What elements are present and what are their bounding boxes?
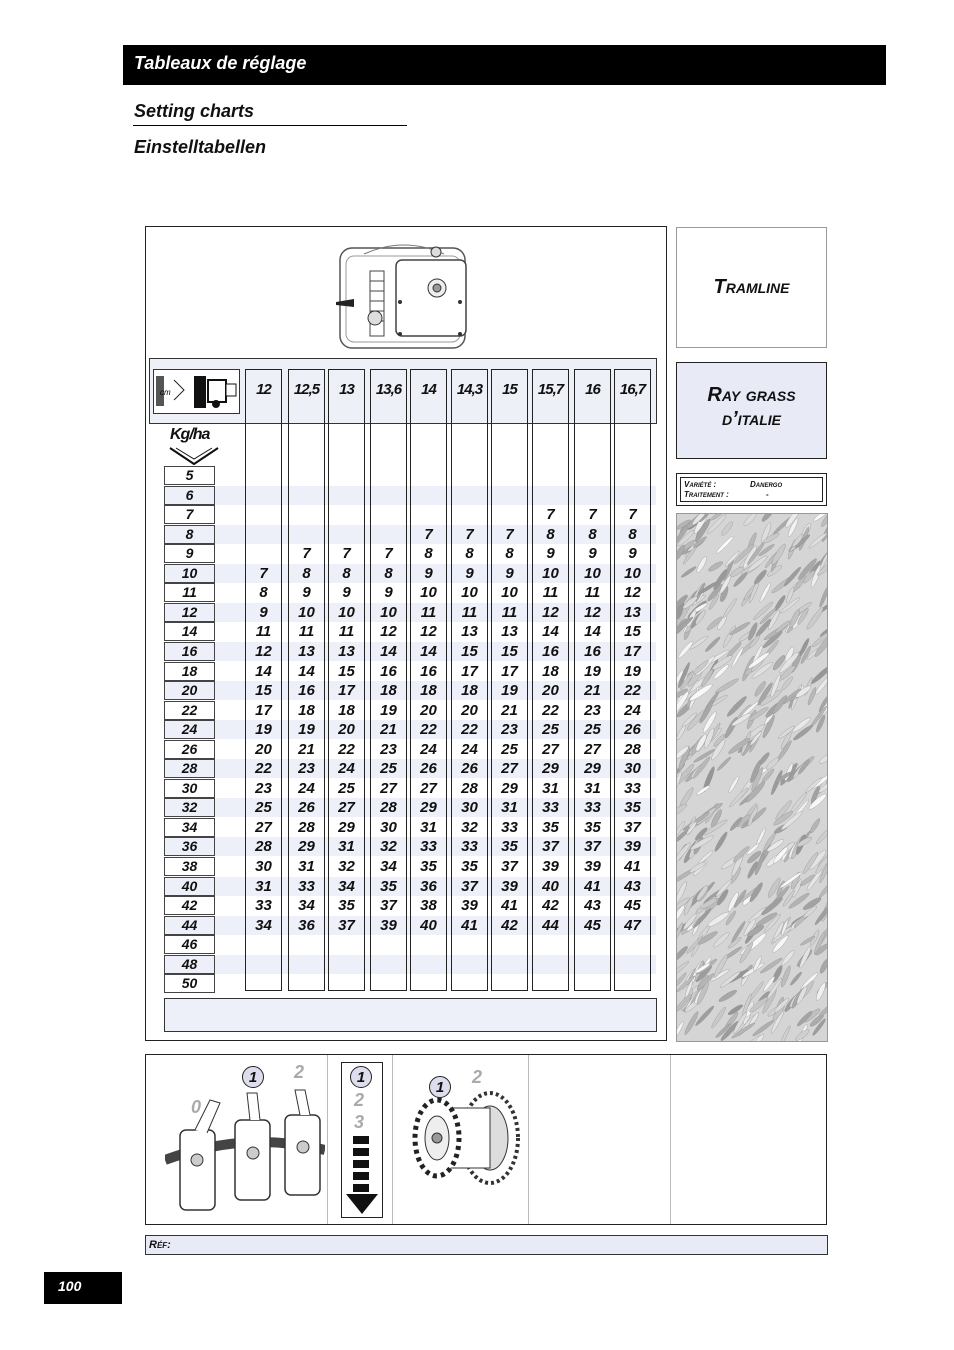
table-cell: 9 — [302, 584, 311, 602]
table-cell: 28 — [298, 818, 315, 836]
variety-label: Variété : — [684, 480, 717, 489]
column-header: 12 — [256, 381, 271, 398]
table-cell: 21 — [298, 740, 315, 758]
table-cell: 32 — [461, 818, 478, 836]
table-cell: 29 — [298, 838, 315, 856]
table-cell: 23 — [584, 701, 601, 719]
kgha-row-label: 11 — [164, 583, 215, 602]
table-cell: 35 — [338, 897, 355, 915]
table-cell: 17 — [255, 701, 272, 719]
table-cell: 25 — [542, 721, 559, 739]
table-cell: 29 — [338, 818, 355, 836]
kgha-row-label: 8 — [164, 525, 215, 544]
table-cell: 22 — [338, 740, 355, 758]
table-cell: 33 — [255, 897, 272, 915]
table-cell: 9 — [342, 584, 351, 602]
table-cell: 31 — [338, 838, 355, 856]
table-cell: 41 — [501, 897, 518, 915]
table-cell: 25 — [584, 721, 601, 739]
table-cell: 29 — [584, 760, 601, 778]
table-cell: 17 — [338, 682, 355, 700]
table-cell: 16 — [380, 662, 397, 680]
table-cell: 34 — [255, 916, 272, 934]
tramline-box — [676, 227, 827, 348]
kgha-row-label: 10 — [164, 564, 215, 583]
table-cell: 42 — [501, 916, 518, 934]
table-cell: 28 — [624, 740, 641, 758]
table-cell: 8 — [588, 525, 597, 543]
table-cell: 8 — [384, 564, 393, 582]
table-cell: 8 — [302, 564, 311, 582]
table-cell: 39 — [461, 897, 478, 915]
table-cell: 24 — [420, 740, 437, 758]
table-cell: 7 — [465, 525, 474, 543]
table-cell: 31 — [420, 818, 437, 836]
table-cell: 25 — [380, 760, 397, 778]
rate-label-1: 1 — [350, 1066, 372, 1088]
table-cell: 18 — [461, 682, 478, 700]
gear-wheel-illustration — [405, 1088, 523, 1193]
subtitle-underline — [133, 125, 407, 126]
table-cell: 10 — [461, 584, 478, 602]
table-cell: 15 — [501, 642, 518, 660]
table-cell: 36 — [298, 916, 315, 934]
table-cell: 18 — [542, 662, 559, 680]
table-cell: 40 — [542, 877, 559, 895]
table-cell: 23 — [380, 740, 397, 758]
table-cell: 14 — [298, 662, 315, 680]
table-cell: 26 — [624, 721, 641, 739]
table-cell: 10 — [542, 564, 559, 582]
table-cell: 31 — [501, 799, 518, 817]
table-cell: 8 — [546, 525, 555, 543]
treatment-label: Traitement : — [684, 490, 729, 499]
table-cell: 45 — [584, 916, 601, 934]
table-cell: 45 — [624, 897, 641, 915]
table-cell: 35 — [380, 877, 397, 895]
table-cell: 23 — [298, 760, 315, 778]
table-cell: 26 — [420, 760, 437, 778]
table-cell: 22 — [624, 682, 641, 700]
table-cell: 43 — [584, 897, 601, 915]
adjust-label-1: 1 — [242, 1066, 264, 1088]
panel-divider — [528, 1055, 529, 1224]
metering-unit-illustration — [334, 236, 474, 354]
table-cell: 24 — [338, 760, 355, 778]
table-cell: 33 — [624, 779, 641, 797]
table-cell: 16 — [420, 662, 437, 680]
table-cell: 9 — [424, 564, 433, 582]
table-cell: 30 — [380, 818, 397, 836]
table-cell: 33 — [584, 799, 601, 817]
coulter-adjust-illustration — [165, 1085, 325, 1223]
kgha-row-label: 6 — [164, 486, 215, 505]
table-cell: 17 — [624, 642, 641, 660]
table-cell: 26 — [461, 760, 478, 778]
table-cell: 9 — [588, 545, 597, 563]
table-cell: 29 — [501, 779, 518, 797]
page-number: 100 — [58, 1278, 82, 1294]
table-cell: 39 — [542, 858, 559, 875]
table-cell: 30 — [461, 799, 478, 817]
table-cell: 10 — [501, 584, 518, 602]
table-cell: 37 — [584, 838, 601, 856]
column-header: 13,6 — [375, 381, 402, 398]
table-cell: 18 — [338, 701, 355, 719]
table-cell: 10 — [584, 564, 601, 582]
table-cell: 18 — [380, 682, 397, 700]
table-cell: 24 — [298, 779, 315, 797]
kgha-row-label: 40 — [164, 877, 215, 896]
column-header: 12,5 — [293, 381, 320, 398]
kgha-row-label: 42 — [164, 896, 215, 915]
table-cell: 27 — [501, 760, 518, 778]
table-cell: 20 — [338, 721, 355, 739]
kgha-row-label: 46 — [164, 935, 215, 954]
table-cell: 7 — [588, 506, 597, 524]
table-cell: 41 — [624, 858, 641, 875]
table-cell: 27 — [420, 779, 437, 797]
table-cell: 10 — [420, 584, 437, 602]
table-cell: 14 — [380, 642, 397, 660]
table-cell: 11 — [298, 623, 315, 641]
table-cell: 19 — [255, 721, 272, 739]
table-cell: 7 — [342, 545, 351, 563]
kgha-row-label: 20 — [164, 681, 215, 700]
table-cell: 27 — [584, 740, 601, 758]
column-header: 16 — [585, 381, 600, 398]
table-cell: 17 — [461, 662, 478, 680]
table-cell: 16 — [298, 682, 315, 700]
table-cell: 33 — [461, 838, 478, 856]
kgha-row-label: 48 — [164, 955, 215, 974]
table-cell: 10 — [380, 603, 397, 621]
page-number-box — [44, 1272, 122, 1304]
kgha-row-label: 12 — [164, 603, 215, 622]
subtitle-english: Setting charts — [134, 101, 255, 121]
table-cell: 9 — [259, 603, 268, 621]
table-cell: 35 — [501, 838, 518, 856]
table-cell: 35 — [420, 858, 437, 875]
table-cell: 11 — [420, 603, 437, 621]
table-cell: 23 — [255, 779, 272, 797]
table-cell: 31 — [584, 779, 601, 797]
table-cell: 19 — [380, 701, 397, 719]
kgha-row-label: 28 — [164, 759, 215, 778]
table-cell: 15 — [338, 662, 355, 680]
table-cell: 11 — [542, 584, 559, 602]
kgha-row-label: 32 — [164, 798, 215, 817]
table-cell: 9 — [465, 564, 474, 582]
adjust-label-2: 2 — [294, 1062, 305, 1082]
table-cell: 35 — [461, 858, 478, 875]
table-cell: 8 — [465, 545, 474, 563]
kgha-row-label: 36 — [164, 837, 215, 856]
kgha-row-label: 7 — [164, 505, 215, 524]
table-cell: 40 — [420, 916, 437, 934]
table-cell: 17 — [501, 662, 518, 680]
rate-label-3: 3 — [354, 1112, 365, 1132]
table-cell: 11 — [255, 623, 272, 641]
down-arrow-icon — [345, 1136, 379, 1216]
table-cell: 9 — [546, 545, 555, 563]
table-cell: 33 — [542, 799, 559, 817]
kgha-row-label: 14 — [164, 622, 215, 641]
table-cell: 13 — [501, 623, 518, 641]
kgha-row-label: 5 — [164, 466, 215, 485]
table-cell: 13 — [298, 642, 315, 660]
table-cell: 9 — [505, 564, 514, 582]
table-cell: 10 — [298, 603, 315, 621]
table-cell: 13 — [624, 603, 641, 621]
table-cell: 29 — [542, 760, 559, 778]
table-cell: 36 — [420, 877, 437, 895]
table-cell: 21 — [584, 682, 601, 700]
kgha-row-label: 26 — [164, 740, 215, 759]
table-cell: 41 — [461, 916, 478, 934]
table-cell: 22 — [255, 760, 272, 778]
table-cell: 7 — [302, 545, 311, 563]
table-cell: 37 — [461, 877, 478, 895]
table-cell: 7 — [546, 506, 555, 524]
table-cell: 8 — [342, 564, 351, 582]
table-cell: 21 — [501, 701, 518, 719]
kgha-row-label: 16 — [164, 642, 215, 661]
table-cell: 32 — [380, 838, 397, 856]
table-cell: 11 — [461, 603, 478, 621]
crop-name-box — [676, 362, 827, 459]
table-cell: 44 — [542, 916, 559, 934]
table-cell: 19 — [584, 662, 601, 680]
table-cell: 27 — [255, 818, 272, 836]
adjust-label-0: 0 — [191, 1097, 202, 1117]
table-cell: 33 — [501, 818, 518, 836]
table-cell: 19 — [624, 662, 641, 680]
table-cell: 23 — [501, 721, 518, 739]
column-header: 14 — [421, 381, 436, 398]
table-cell: 34 — [338, 877, 355, 895]
panel-divider — [670, 1055, 671, 1224]
table-cell: 37 — [542, 838, 559, 856]
down-arrow-icon — [168, 444, 220, 466]
table-cell: 14 — [420, 642, 437, 660]
kgha-row-label: 24 — [164, 720, 215, 739]
svg-text:cm: cm — [160, 388, 171, 397]
table-cell: 22 — [542, 701, 559, 719]
table-cell: 41 — [584, 877, 601, 895]
table-cell: 7 — [505, 525, 514, 543]
table-cell: 20 — [542, 682, 559, 700]
table-cell: 8 — [628, 525, 637, 543]
table-cell: 15 — [255, 682, 272, 700]
column-header: 15 — [502, 381, 517, 398]
table-cell: 12 — [380, 623, 397, 641]
table-cell: 9 — [384, 584, 393, 602]
header-bar — [123, 45, 886, 85]
table-cell: 22 — [461, 721, 478, 739]
table-cell: 24 — [624, 701, 641, 719]
table-cell: 15 — [624, 623, 641, 641]
column-header: 16,7 — [619, 381, 646, 398]
table-cell: 30 — [255, 858, 272, 875]
column-header: 14,3 — [456, 381, 483, 398]
table-cell: 8 — [259, 584, 268, 602]
kgha-row-label: 38 — [164, 857, 215, 876]
table-cell: 18 — [298, 701, 315, 719]
table-cell: 20 — [255, 740, 272, 758]
table-cell: 30 — [624, 760, 641, 778]
table-cell: 34 — [298, 897, 315, 915]
table-cell: 33 — [420, 838, 437, 856]
table-cell: 27 — [380, 779, 397, 797]
table-cell: 19 — [501, 682, 518, 700]
subtitle-german: Einstelltabellen — [134, 137, 267, 157]
table-cell: 29 — [420, 799, 437, 817]
table-cell: 28 — [255, 838, 272, 856]
table-cell: 11 — [338, 623, 355, 641]
panel-divider — [392, 1055, 393, 1224]
table-cell: 7 — [424, 525, 433, 543]
table-cell: 38 — [420, 897, 437, 915]
variety-value: Danergo — [750, 480, 783, 489]
panel-divider — [327, 1055, 328, 1224]
table-cell: 35 — [624, 799, 641, 817]
table-cell: 8 — [424, 545, 433, 563]
table-cell: 12 — [542, 603, 559, 621]
table-cell: 37 — [380, 897, 397, 915]
table-cell: 20 — [461, 701, 478, 719]
table-cell: 22 — [420, 721, 437, 739]
kgha-row-label: 9 — [164, 544, 215, 563]
table-cell: 37 — [338, 916, 355, 934]
variety-box — [676, 473, 827, 506]
table-cell: 31 — [255, 877, 272, 895]
table-cell: 14 — [584, 623, 601, 641]
table-cell: 37 — [624, 818, 641, 836]
table-footer-strip — [164, 998, 657, 1032]
table-cell: 35 — [542, 818, 559, 836]
table-cell: 27 — [338, 799, 355, 817]
table-cell: 39 — [380, 916, 397, 934]
table-cell: 13 — [338, 642, 355, 660]
table-cell: 25 — [255, 799, 272, 817]
gear-label-2: 2 — [472, 1067, 483, 1087]
table-cell: 18 — [420, 682, 437, 700]
table-cell: 43 — [624, 877, 641, 895]
table-cell: 39 — [501, 877, 518, 895]
seed-photo — [676, 513, 828, 1042]
table-cell: 47 — [624, 916, 641, 934]
table-cell: 37 — [501, 858, 518, 875]
table-cell: 8 — [505, 545, 514, 563]
reference-bar — [145, 1235, 828, 1255]
rate-label-2: 2 — [354, 1090, 365, 1110]
table-cell: 12 — [584, 603, 601, 621]
table-cell: 28 — [380, 799, 397, 817]
table-cell: 25 — [338, 779, 355, 797]
table-cell: 11 — [501, 603, 518, 621]
tractor-width-icon — [153, 369, 240, 414]
kgha-row-label: 22 — [164, 701, 215, 720]
gear-label-1: 1 — [429, 1076, 451, 1098]
treatment-value: - — [766, 490, 769, 499]
reference-label: Réf: — [149, 1239, 171, 1251]
table-cell: 15 — [461, 642, 478, 660]
table-cell: 35 — [584, 818, 601, 836]
table-cell: 32 — [338, 858, 355, 875]
table-cell: 10 — [624, 564, 641, 582]
table-cell: 11 — [584, 584, 601, 602]
kgha-row-label: 50 — [164, 974, 215, 993]
table-cell: 10 — [338, 603, 355, 621]
kgha-row-label: 34 — [164, 818, 215, 837]
table-cell: 27 — [542, 740, 559, 758]
table-cell: 31 — [542, 779, 559, 797]
variety-inner — [680, 477, 823, 502]
table-cell: 24 — [461, 740, 478, 758]
table-cell: 19 — [298, 721, 315, 739]
table-cell: 20 — [420, 701, 437, 719]
table-cell: 34 — [380, 858, 397, 875]
crop-name-line1: Ray grass — [707, 384, 796, 406]
table-cell: 12 — [255, 642, 272, 660]
table-cell: 26 — [298, 799, 315, 817]
kgha-row-label: 44 — [164, 916, 215, 935]
table-cell: 39 — [624, 838, 641, 856]
column-header: 13 — [339, 381, 354, 398]
table-cell: 28 — [461, 779, 478, 797]
crop-name-line2: d’italie — [722, 408, 781, 430]
table-cell: 31 — [298, 858, 315, 875]
table-cell: 21 — [380, 721, 397, 739]
table-cell: 25 — [501, 740, 518, 758]
table-cell: 7 — [628, 506, 637, 524]
kgha-row-label: 30 — [164, 779, 215, 798]
table-cell: 12 — [420, 623, 437, 641]
column-header: 15,7 — [537, 381, 564, 398]
kgha-label: Kg/ha — [170, 426, 210, 443]
kgha-row-label: 18 — [164, 662, 215, 681]
table-cell: 16 — [542, 642, 559, 660]
table-cell: 39 — [584, 858, 601, 875]
tramline-title: Tramline — [713, 276, 790, 298]
table-cell: 14 — [542, 623, 559, 641]
table-cell: 7 — [384, 545, 393, 563]
table-cell: 16 — [584, 642, 601, 660]
table-cell: 33 — [298, 877, 315, 895]
table-cell: 9 — [628, 545, 637, 563]
table-cell: 12 — [624, 584, 641, 602]
table-cell: 14 — [255, 662, 272, 680]
table-cell: 7 — [259, 564, 268, 582]
page-header-title: Tableaux de réglage — [134, 53, 307, 73]
table-cell: 42 — [542, 897, 559, 915]
table-cell: 13 — [461, 623, 478, 641]
